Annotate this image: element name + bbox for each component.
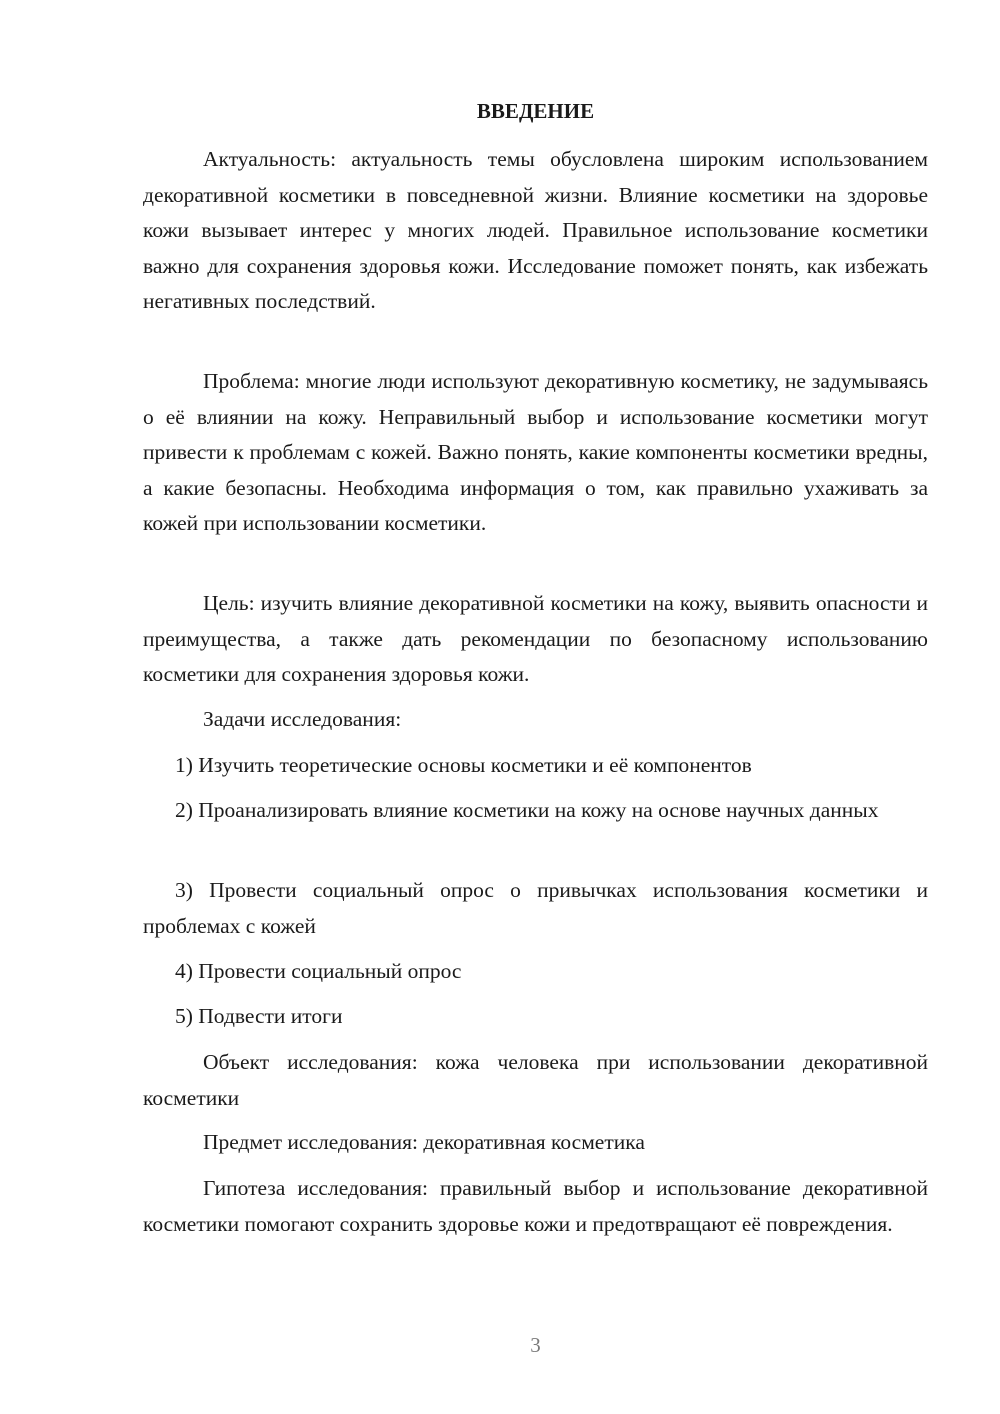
- paragraph-problem: Проблема: многие люди используют декоративную косметику, не задумываясь о её влиянии на кожу. Неправильный выбор и использование косметики могут привести к проблемам с кожей. Важно понять, какие компоненты косметики вредны, а какие безопасны. Необходима информация о том, как правильно ухаживать за кожей при использовании косметики.: [143, 369, 928, 535]
- task-item-3: 3) Провести социальный опрос о привычках использования косметики и проблемах с кожей: [143, 878, 928, 938]
- paragraph-object: Объект исследования: кожа человека при использовании декоративной косметики: [143, 1050, 928, 1110]
- task-item-2: 2) Проанализировать влияние косметики на кожу на основе научных данных: [175, 798, 879, 822]
- task-item-1: 1) Изучить теоретические основы косметики и её компонентов: [175, 753, 752, 777]
- paragraph-subject: Предмет исследования: декоративная косметика: [203, 1130, 645, 1154]
- paragraph-hypothesis: Гипотеза исследования: правильный выбор и использование декоративной косметики помогают сохранить здоровье кожи и предотвращают её повреждения.: [143, 1176, 928, 1236]
- task-item-5: 5) Подвести итоги: [175, 1004, 343, 1028]
- paragraph-relevance: Актуальность: актуальность темы обусловлена широким использованием декоративной косметики в повседневной жизни. Влияние косметики на здоровье кожи вызывает интерес у многих людей. Правильное использование косметики важно для сохранения здоровья кожи. Исследование поможет понять, как избежать негативных последствий.: [143, 147, 928, 313]
- page-number: 3: [530, 1333, 541, 1357]
- paragraph-goal: Цель: изучить влияние декоративной косметики на кожу, выявить опасности и преимущества, а также дать рекомендации по безопасному использованию косметики для сохранения здоровья кожи.: [143, 591, 928, 686]
- section-title: ВВЕДЕНИЕ: [476, 99, 595, 123]
- task-item-4: 4) Провести социальный опрос: [175, 959, 462, 983]
- tasks-heading: Задачи исследования:: [203, 707, 402, 731]
